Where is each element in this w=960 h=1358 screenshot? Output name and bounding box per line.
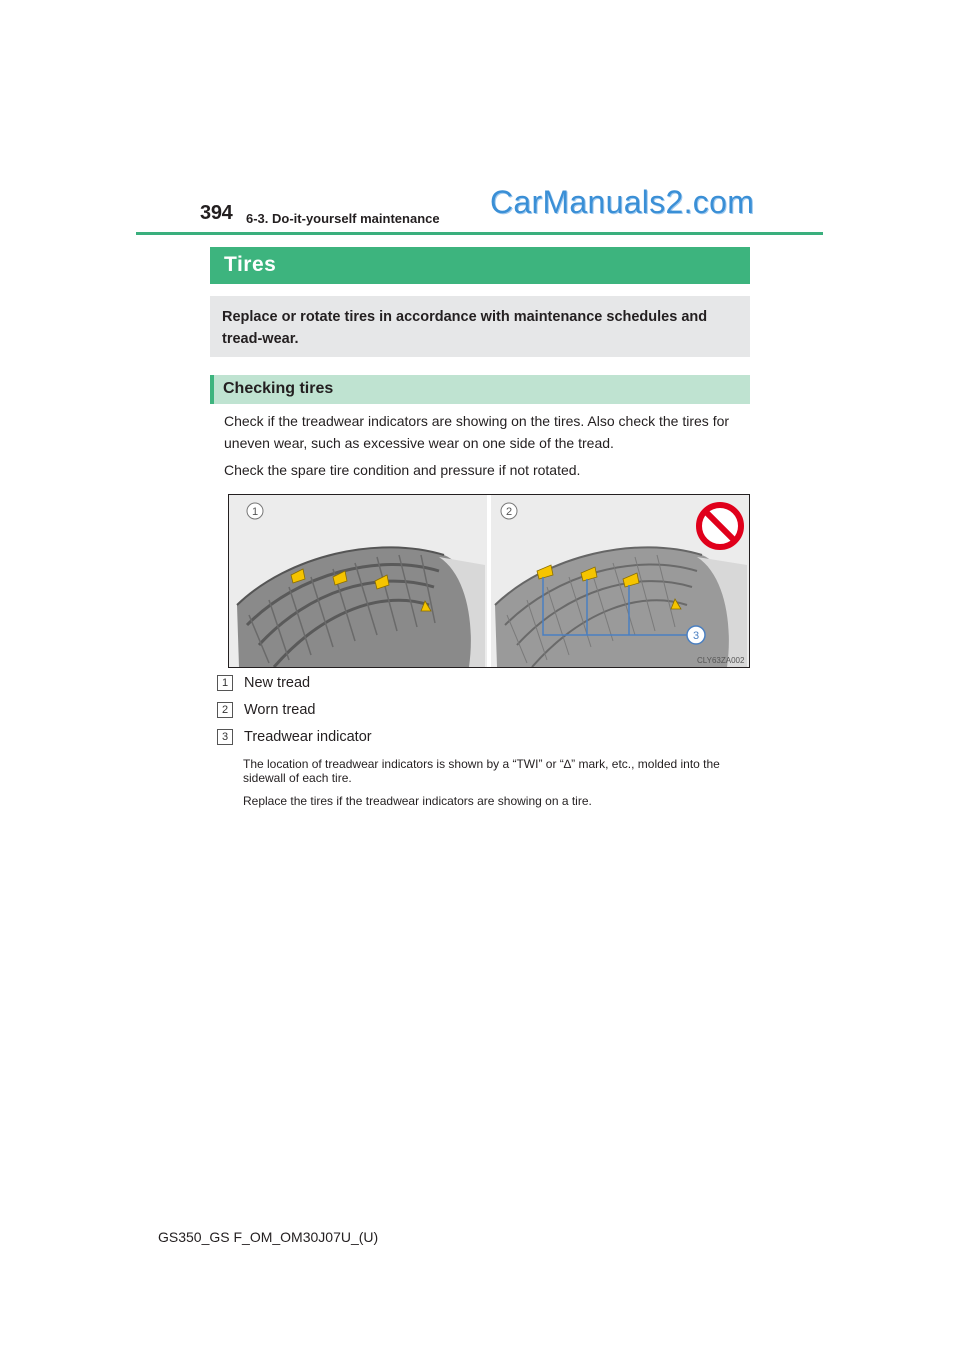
tire-illustration-svg [229,495,749,667]
title-bar [210,247,750,284]
paragraph-spare-tire: Check the spare tire condition and pressure if not rotated. [224,462,581,478]
page-number: 394 [200,202,233,224]
legend-num-1: 1 [217,675,233,691]
legend-item [217,675,310,691]
note-indicator-location: The location of treadwear indicators is shown by a “TWI” or “∆” mark, etc., molded into the sidewall of each tire. [243,757,720,785]
footer-doc-code: GS350_GS F_OM_OM30J07U_(U) [158,1229,379,1245]
legend-num-2: 2 [217,702,233,718]
section-title: 6-3. Do-it-yourself maintenance [246,211,440,226]
legend-item [217,702,315,718]
subsection-bar [210,375,750,404]
subsection-title: Checking tires [223,380,334,397]
intro-text: Replace or rotate tires in accordance with maintenance schedules and tread-wear. [222,309,708,347]
svg-text:1: 1 [251,506,259,518]
legend-label-3: Treadwear indicator [244,729,372,745]
legend-label-2: Worn tread [244,702,316,718]
page-title: Tires [224,253,277,276]
callout-1 [247,503,263,519]
tire-illustration [228,494,750,668]
legend-label-1: New tread [244,675,311,691]
svg-text:3: 3 [692,630,700,642]
legend-num-3: 3 [217,729,233,745]
prohibit-icon [699,505,741,547]
subsection-accent [210,375,214,404]
callout-2 [501,503,517,519]
callout-3 [687,626,705,644]
intro-box [210,296,750,357]
paragraph-check-indicators: Check if the treadwear indicators are showing on the tires. Also check the tires for uneven wear, such as excessive wear on one side of the tread. [224,413,730,451]
figure-code: CLY63ZA002 [697,656,745,665]
watermark: CarManuals2.com [490,184,755,220]
legend-item [217,729,372,745]
header-rule [136,232,823,235]
svg-text:2: 2 [505,506,513,518]
note-replace-tires: Replace the tires if the treadwear indicators are showing on a tire. [243,794,592,808]
